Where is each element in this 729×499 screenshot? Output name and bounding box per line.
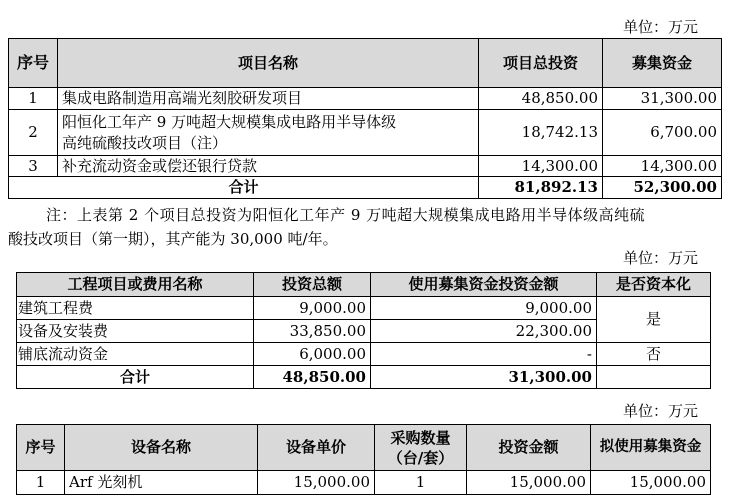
footnote-line1: 注：上表第 2 个项目总投资为阳恒化工年产 9 万吨超大规模集成电路用半导体级高纯硫 <box>46 206 646 224</box>
equipment-table <box>16 424 711 495</box>
row-raised: 6,700.00 <box>603 110 722 156</box>
equipment-amount: 15,000.00 <box>467 471 591 495</box>
row-project-name: 集成电路制造用高端光刻胶研发项目 <box>58 88 479 110</box>
table-row <box>17 471 711 495</box>
footnote-line2: 酸技改项目（第一期），其产能为 30,000 吨/年。 <box>8 230 338 248</box>
row-no: 3 <box>9 156 58 177</box>
total-label: 合计 <box>9 177 479 199</box>
table-row <box>17 297 711 320</box>
equipment-name: Arf 光刻机 <box>65 471 258 495</box>
row-raised: 14,300.00 <box>603 156 722 177</box>
equipment-no: 1 <box>17 471 65 495</box>
cost-item-raised: 9,000.00 <box>371 297 597 320</box>
header-quantity <box>375 425 467 471</box>
header-quantity-line1: 采购数量 <box>390 428 451 447</box>
header-investment-total: 投资总额 <box>254 273 371 297</box>
table1-footnote <box>8 203 720 251</box>
total-label: 合计 <box>17 366 254 389</box>
cost-item-total: 9,000.00 <box>254 297 371 320</box>
table-row <box>9 88 722 110</box>
header-cost-item: 工程项目或费用名称 <box>17 273 254 297</box>
total-raised: 31,300.00 <box>371 366 597 389</box>
table1-unit: 单位：万元 <box>623 18 699 36</box>
row-no: 2 <box>9 110 58 156</box>
header-equipment-name: 设备名称 <box>65 425 258 471</box>
header-no: 序号 <box>9 39 58 88</box>
row-project-name-line1: 阳恒化工年产 9 万吨超大规模集成电路用半导体级 <box>62 112 397 131</box>
table2-unit: 单位：万元 <box>623 249 699 267</box>
header-unit-price: 设备单价 <box>258 425 375 471</box>
row-total: 18,742.13 <box>479 110 603 156</box>
header-investment-amount: 投资金额 <box>467 425 591 471</box>
table-row <box>17 343 711 366</box>
cost-item-total: 33,850.00 <box>254 320 371 343</box>
project-investment-table <box>8 38 722 199</box>
cost-item-raised: 22,300.00 <box>371 320 597 343</box>
equipment-raised: 15,000.00 <box>591 471 711 495</box>
table3-unit: 单位：万元 <box>623 402 699 420</box>
cost-item-name: 铺底流动资金 <box>17 343 254 366</box>
row-project-name-line2: 高纯硫酸技改项目（注） <box>62 133 228 152</box>
row-total: 48,850.00 <box>479 88 603 110</box>
cost-breakdown-table <box>16 272 711 389</box>
total-raised: 52,300.00 <box>603 177 722 199</box>
row-raised: 31,300.00 <box>603 88 722 110</box>
header-planned-raised: 拟使用募集资金 <box>591 425 711 471</box>
header-capitalized: 是否资本化 <box>597 273 711 297</box>
cost-item-raised: - <box>371 343 597 366</box>
row-project-name: 补充流动资金或偿还银行贷款 <box>58 156 479 177</box>
table2-total-row <box>17 366 711 389</box>
header-no: 序号 <box>17 425 65 471</box>
row-project-name <box>58 110 479 156</box>
capitalized-no: 否 <box>597 343 711 366</box>
total-investment: 81,892.13 <box>479 177 603 199</box>
empty-cell <box>597 366 711 389</box>
header-raised-funds: 募集资金 <box>603 39 722 88</box>
capitalized-yes: 是 <box>597 297 711 343</box>
row-total: 14,300.00 <box>479 156 603 177</box>
table1-total-row <box>9 177 722 199</box>
equipment-price: 15,000.00 <box>258 471 375 495</box>
header-raised-investment: 使用募集资金投资金额 <box>371 273 597 297</box>
header-total-investment: 项目总投资 <box>479 39 603 88</box>
header-project-name: 项目名称 <box>58 39 479 88</box>
table-row <box>9 156 722 177</box>
header-quantity-line2: （台/套） <box>387 448 454 467</box>
cost-item-total: 6,000.00 <box>254 343 371 366</box>
row-no: 1 <box>9 88 58 110</box>
cost-item-name: 设备及安装费 <box>17 320 254 343</box>
total-investment: 48,850.00 <box>254 366 371 389</box>
cost-item-name: 建筑工程费 <box>17 297 254 320</box>
table-row <box>9 110 722 156</box>
table2-header-row <box>17 273 711 297</box>
table3-header-row <box>17 425 711 471</box>
equipment-qty: 1 <box>375 471 467 495</box>
table1-header-row <box>9 39 722 88</box>
